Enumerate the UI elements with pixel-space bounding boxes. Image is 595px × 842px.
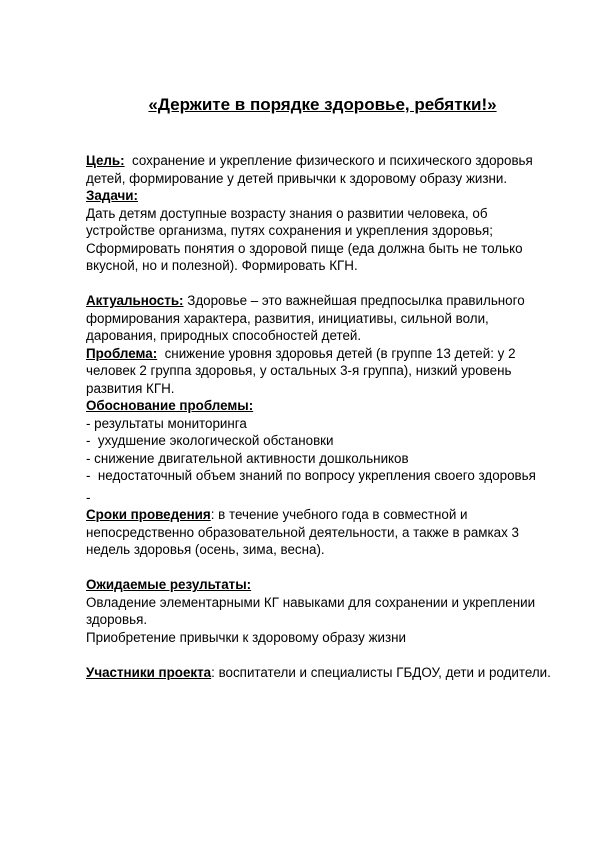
justification-label: Обоснование проблемы: [86, 398, 254, 413]
page-title: «Держите в порядке здоровье, ребятки!» [148, 95, 497, 114]
relevance-text: Здоровье – это важнейшая предпосылка правильного формирования характера, развития, инициативы, сильной воли, дарования, природных способностей детей. [86, 293, 529, 343]
tasks-label: Задачи: [86, 188, 138, 203]
document-body [86, 152, 555, 681]
justification-label-line [86, 397, 555, 415]
trailing-dash: - [86, 489, 91, 505]
goal-label: Цель: [86, 153, 125, 168]
results-line: Приобретение привычки к здоровому образу жизни [86, 629, 407, 645]
tasks-label-line [86, 187, 555, 205]
participants-paragraph [86, 664, 555, 682]
results-line: Овладение элементарными КГ навыками для сохранении и укреплении здоровья. [86, 594, 536, 627]
problem-text: снижение уровня здоровья детей (в группе 13 детей: у 2 человек 2 группа здоровья, у остальных 3-я группа), низкий уровень развития КГН. [86, 345, 520, 396]
participants-label: Участники проекта [86, 664, 212, 680]
spacer [86, 559, 555, 577]
timing-paragraph [86, 506, 555, 559]
results-label: Ожидаемые результаты: [86, 577, 252, 592]
timing-text: : в течение учебного года в совместной и непосредственно образовательной деятельности, а также в рамках 3 недель здоровья (осень, зима, весна). [86, 507, 519, 557]
relevance-paragraph [86, 292, 555, 345]
results-label-line [86, 576, 555, 594]
participants-text: : воспитатели и специалисты ГБДОУ, дети и родители. [211, 664, 551, 680]
tasks-text: Дать детям доступные возрасту знания о развитии человека, об устройстве организма, путях сохранения и укрепления здоровья; Сформировать понятия о здоровой пище (еда должна быть не только вкусной, но и полезной). Формировать КГН. [86, 205, 523, 273]
timing-label: Сроки проведения [86, 507, 211, 522]
list-item: - ухудшение экологической обстановки [86, 433, 334, 448]
problem-label: Проблема: [86, 345, 158, 361]
list-item: - результаты мониторинга [86, 415, 247, 431]
relevance-label: Актуальность: [86, 293, 184, 308]
list-item: - недостаточный объем знаний по вопросу укрепления своего здоровья [86, 468, 536, 483]
goal-paragraph [86, 152, 555, 187]
list-item: - снижение двигательной активности дошкольников [86, 450, 409, 466]
goal-text: сохранение и укрепление физического и психического здоровья детей, формирование у детей привычки к здоровому образу жизни. [86, 153, 537, 186]
problem-paragraph [86, 345, 555, 398]
spacer [86, 646, 555, 664]
spacer [86, 275, 555, 293]
